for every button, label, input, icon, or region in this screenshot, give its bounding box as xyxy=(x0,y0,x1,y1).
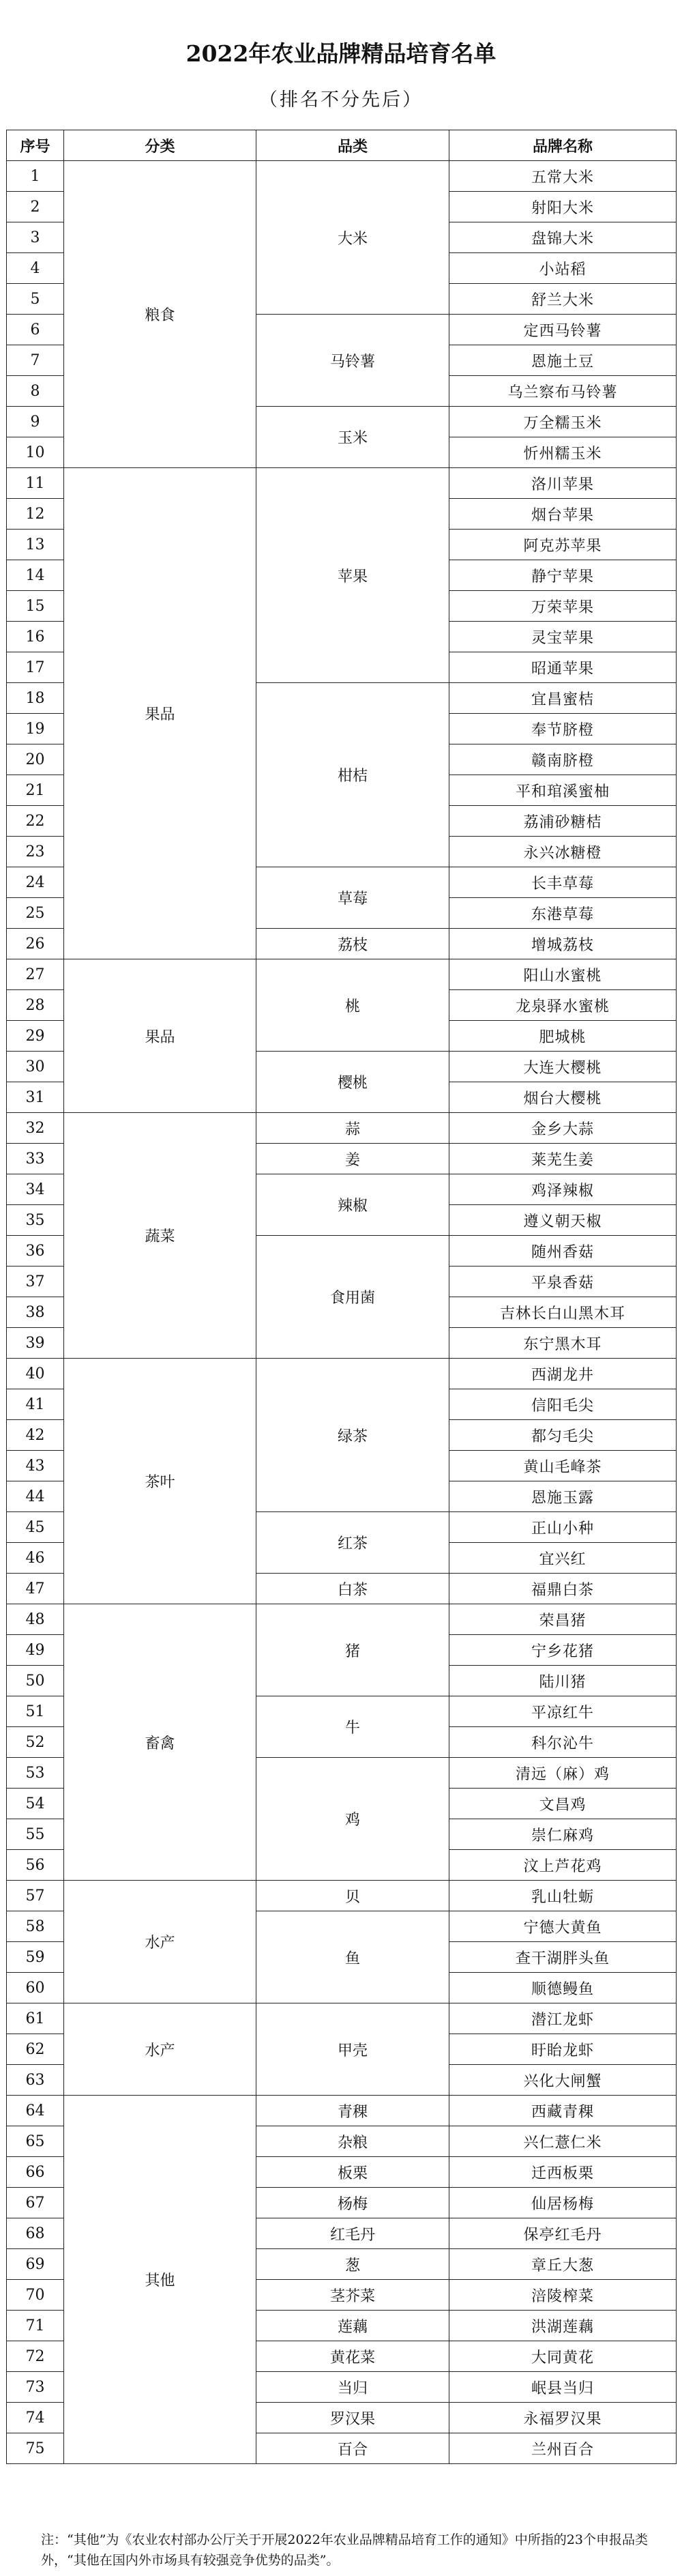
row-number: 48 xyxy=(7,1604,64,1635)
row-number: 54 xyxy=(7,1789,64,1819)
category-cell: 水产 xyxy=(64,2003,256,2096)
brand-name-cell: 崇仁麻鸡 xyxy=(449,1819,677,1850)
row-number: 59 xyxy=(7,1942,64,1973)
category-cell: 其他 xyxy=(64,2096,256,2464)
row-number: 5 xyxy=(7,284,64,315)
brand-name-cell: 汶上芦花鸡 xyxy=(449,1850,677,1881)
row-number: 41 xyxy=(7,1389,64,1420)
brand-name-cell: 福鼎白茶 xyxy=(449,1574,677,1604)
pinlei-cell: 牛 xyxy=(256,1696,449,1758)
brand-name-cell: 顺德鳗鱼 xyxy=(449,1973,677,2003)
brand-name-cell: 五常大米 xyxy=(449,161,677,192)
table-header-row xyxy=(7,130,677,161)
category-cell: 畜禽 xyxy=(64,1604,256,1881)
brand-name-cell: 黄山毛峰茶 xyxy=(449,1451,677,1481)
brand-name-cell: 保亭红毛丹 xyxy=(449,2218,677,2249)
row-number: 43 xyxy=(7,1451,64,1481)
pinlei-cell: 鸡 xyxy=(256,1758,449,1881)
brand-name-cell: 永兴冰糖橙 xyxy=(449,837,677,867)
brand-name-cell: 肥城桃 xyxy=(449,1021,677,1052)
brand-name-cell: 舒兰大米 xyxy=(449,284,677,315)
pinlei-cell: 红毛丹 xyxy=(256,2218,449,2249)
brand-name-cell: 乌兰察布马铃薯 xyxy=(449,376,677,407)
brand-name-cell: 迁西板栗 xyxy=(449,2157,677,2188)
brand-name-cell: 洪湖莲藕 xyxy=(449,2311,677,2341)
row-number: 35 xyxy=(7,1205,64,1236)
pinlei-cell: 辣椒 xyxy=(256,1174,449,1236)
row-number: 61 xyxy=(7,2003,64,2034)
brand-name-cell: 万全糯玉米 xyxy=(449,407,677,437)
row-number: 17 xyxy=(7,652,64,683)
table-row xyxy=(7,1881,677,1911)
row-number: 4 xyxy=(7,253,64,284)
table-row xyxy=(7,468,677,499)
brand-name-cell: 烟台大樱桃 xyxy=(449,1082,677,1113)
pinlei-cell: 蒜 xyxy=(256,1113,449,1144)
row-number: 72 xyxy=(7,2341,64,2372)
brand-name-cell: 长丰草莓 xyxy=(449,867,677,898)
brand-name-cell: 乳山牡蛎 xyxy=(449,1881,677,1911)
row-number: 73 xyxy=(7,2372,64,2403)
row-number: 62 xyxy=(7,2034,64,2065)
row-number: 50 xyxy=(7,1666,64,1696)
brand-name-cell: 正山小种 xyxy=(449,1512,677,1543)
category-cell: 果品 xyxy=(64,468,256,959)
table-row xyxy=(7,1113,677,1144)
table-row xyxy=(7,2096,677,2126)
row-number: 46 xyxy=(7,1543,64,1574)
pinlei-cell: 白茶 xyxy=(256,1574,449,1604)
brand-name-cell: 烟台苹果 xyxy=(449,499,677,530)
row-number: 28 xyxy=(7,990,64,1021)
row-number: 30 xyxy=(7,1052,64,1082)
row-number: 2 xyxy=(7,192,64,222)
brand-name-cell: 宜兴红 xyxy=(449,1543,677,1574)
brand-name-cell: 阿克苏苹果 xyxy=(449,530,677,560)
brand-table xyxy=(6,130,677,2464)
header-pinlei: 品类 xyxy=(256,130,449,161)
brand-name-cell: 清远（麻）鸡 xyxy=(449,1758,677,1789)
row-number: 10 xyxy=(7,437,64,468)
row-number: 19 xyxy=(7,714,64,744)
table-row xyxy=(7,2003,677,2034)
pinlei-cell: 当归 xyxy=(256,2372,449,2403)
row-number: 37 xyxy=(7,1267,64,1297)
row-number: 66 xyxy=(7,2157,64,2188)
row-number: 39 xyxy=(7,1328,64,1359)
row-number: 68 xyxy=(7,2218,64,2249)
brand-name-cell: 恩施玉露 xyxy=(449,1481,677,1512)
category-cell: 粮食 xyxy=(64,161,256,468)
row-number: 12 xyxy=(7,499,64,530)
row-number: 7 xyxy=(7,345,64,376)
row-number: 1 xyxy=(7,161,64,192)
brand-name-cell: 盱眙龙虾 xyxy=(449,2034,677,2065)
pinlei-cell: 板栗 xyxy=(256,2157,449,2188)
table-body xyxy=(7,161,677,2464)
row-number: 58 xyxy=(7,1911,64,1942)
pinlei-cell: 樱桃 xyxy=(256,1052,449,1113)
brand-name-cell: 陆川猪 xyxy=(449,1666,677,1696)
brand-name-cell: 西藏青稞 xyxy=(449,2096,677,2126)
row-number: 31 xyxy=(7,1082,64,1113)
table-row xyxy=(7,1604,677,1635)
brand-name-cell: 大同黄花 xyxy=(449,2341,677,2372)
row-number: 8 xyxy=(7,376,64,407)
row-number: 26 xyxy=(7,929,64,959)
row-number: 55 xyxy=(7,1819,64,1850)
brand-name-cell: 兰州百合 xyxy=(449,2433,677,2464)
row-number: 40 xyxy=(7,1359,64,1389)
footnote: 注：“其他”为《农业农村部办公厅关于开展2022年农业品牌精品培育工作的通知》中所指的23个申报品类外，“其他在国内外市场具有较强竞争优势的品类”。 xyxy=(41,2532,648,2568)
brand-name-cell: 万荣苹果 xyxy=(449,591,677,622)
brand-name-cell: 东宁黑木耳 xyxy=(449,1328,677,1359)
row-number: 64 xyxy=(7,2096,64,2126)
pinlei-cell: 茎芥菜 xyxy=(256,2280,449,2311)
brand-name-cell: 昭通苹果 xyxy=(449,652,677,683)
pinlei-cell: 杂粮 xyxy=(256,2126,449,2157)
row-number: 25 xyxy=(7,898,64,929)
brand-name-cell: 恩施土豆 xyxy=(449,345,677,376)
header-index: 序号 xyxy=(7,130,64,161)
pinlei-cell: 红茶 xyxy=(256,1512,449,1574)
pinlei-cell: 甲壳 xyxy=(256,2003,449,2096)
row-number: 45 xyxy=(7,1512,64,1543)
row-number: 49 xyxy=(7,1635,64,1666)
row-number: 44 xyxy=(7,1481,64,1512)
row-number: 15 xyxy=(7,591,64,622)
brand-name-cell: 西湖龙井 xyxy=(449,1359,677,1389)
row-number: 16 xyxy=(7,622,64,652)
row-number: 53 xyxy=(7,1758,64,1789)
pinlei-cell: 桃 xyxy=(256,959,449,1052)
brand-name-cell: 盘锦大米 xyxy=(449,222,677,253)
brand-name-cell: 查干湖胖头鱼 xyxy=(449,1942,677,1973)
brand-name-cell: 莱芜生姜 xyxy=(449,1144,677,1174)
row-number: 51 xyxy=(7,1696,64,1727)
brand-name-cell: 洛川苹果 xyxy=(449,468,677,499)
brand-name-cell: 平和琯溪蜜柚 xyxy=(449,775,677,806)
row-number: 13 xyxy=(7,530,64,560)
brand-name-cell: 宁乡花猪 xyxy=(449,1635,677,1666)
pinlei-cell: 荔枝 xyxy=(256,929,449,959)
row-number: 34 xyxy=(7,1174,64,1205)
pinlei-cell: 姜 xyxy=(256,1144,449,1174)
brand-name-cell: 金乡大蒜 xyxy=(449,1113,677,1144)
row-number: 38 xyxy=(7,1297,64,1328)
row-number: 9 xyxy=(7,407,64,437)
brand-name-cell: 都匀毛尖 xyxy=(449,1420,677,1451)
pinlei-cell: 食用菌 xyxy=(256,1236,449,1359)
pinlei-cell: 马铃薯 xyxy=(256,315,449,407)
brand-name-cell: 遵义朝天椒 xyxy=(449,1205,677,1236)
brand-name-cell: 东港草莓 xyxy=(449,898,677,929)
category-cell: 茶叶 xyxy=(64,1359,256,1604)
header-brand-name: 品牌名称 xyxy=(449,130,677,161)
brand-name-cell: 涪陵榨菜 xyxy=(449,2280,677,2311)
row-number: 63 xyxy=(7,2065,64,2096)
row-number: 47 xyxy=(7,1574,64,1604)
row-number: 60 xyxy=(7,1973,64,2003)
document-subtitle: （排名不分先后） xyxy=(259,89,423,111)
row-number: 11 xyxy=(7,468,64,499)
pinlei-cell: 柑桔 xyxy=(256,683,449,867)
pinlei-cell: 杨梅 xyxy=(256,2188,449,2218)
row-number: 75 xyxy=(7,2433,64,2464)
brand-name-cell: 阳山水蜜桃 xyxy=(449,959,677,990)
brand-name-cell: 小站稻 xyxy=(449,253,677,284)
document-title: 2022年农业品牌精品培育名单 xyxy=(186,40,496,67)
row-number: 23 xyxy=(7,837,64,867)
row-number: 20 xyxy=(7,744,64,775)
brand-name-cell: 定西马铃薯 xyxy=(449,315,677,345)
brand-name-cell: 赣南脐橙 xyxy=(449,744,677,775)
row-number: 27 xyxy=(7,959,64,990)
category-cell: 水产 xyxy=(64,1881,256,2003)
row-number: 36 xyxy=(7,1236,64,1267)
table-row xyxy=(7,1359,677,1389)
row-number: 22 xyxy=(7,806,64,837)
brand-name-cell: 章丘大葱 xyxy=(449,2249,677,2280)
brand-name-cell: 射阳大米 xyxy=(449,192,677,222)
pinlei-cell: 百合 xyxy=(256,2433,449,2464)
brand-name-cell: 忻州糯玉米 xyxy=(449,437,677,468)
brand-name-cell: 龙泉驿水蜜桃 xyxy=(449,990,677,1021)
pinlei-cell: 青稞 xyxy=(256,2096,449,2126)
pinlei-cell: 黄花菜 xyxy=(256,2341,449,2372)
brand-name-cell: 荔浦砂糖桔 xyxy=(449,806,677,837)
row-number: 56 xyxy=(7,1850,64,1881)
brand-name-cell: 潜江龙虾 xyxy=(449,2003,677,2034)
brand-name-cell: 静宁苹果 xyxy=(449,560,677,591)
brand-name-cell: 文昌鸡 xyxy=(449,1789,677,1819)
brand-name-cell: 仙居杨梅 xyxy=(449,2188,677,2218)
brand-name-cell: 信阳毛尖 xyxy=(449,1389,677,1420)
row-number: 6 xyxy=(7,315,64,345)
brand-name-cell: 荣昌猪 xyxy=(449,1604,677,1635)
brand-name-cell: 科尔沁牛 xyxy=(449,1727,677,1758)
category-cell: 果品 xyxy=(64,959,256,1113)
pinlei-cell: 贝 xyxy=(256,1881,449,1911)
row-number: 18 xyxy=(7,683,64,714)
row-number: 74 xyxy=(7,2403,64,2433)
table-row xyxy=(7,959,677,990)
row-number: 71 xyxy=(7,2311,64,2341)
brand-name-cell: 平凉红牛 xyxy=(449,1696,677,1727)
row-number: 32 xyxy=(7,1113,64,1144)
pinlei-cell: 大米 xyxy=(256,161,449,315)
row-number: 67 xyxy=(7,2188,64,2218)
row-number: 14 xyxy=(7,560,64,591)
brand-name-cell: 岷县当归 xyxy=(449,2372,677,2403)
brand-name-cell: 增城荔枝 xyxy=(449,929,677,959)
brand-name-cell: 平泉香菇 xyxy=(449,1267,677,1297)
brand-name-cell: 大连大樱桃 xyxy=(449,1052,677,1082)
brand-name-cell: 奉节脐橙 xyxy=(449,714,677,744)
brand-name-cell: 灵宝苹果 xyxy=(449,622,677,652)
brand-name-cell: 吉林长白山黑木耳 xyxy=(449,1297,677,1328)
pinlei-cell: 草莓 xyxy=(256,867,449,929)
pinlei-cell: 罗汉果 xyxy=(256,2403,449,2433)
row-number: 3 xyxy=(7,222,64,253)
pinlei-cell: 猪 xyxy=(256,1604,449,1696)
category-cell: 蔬菜 xyxy=(64,1113,256,1359)
pinlei-cell: 绿茶 xyxy=(256,1359,449,1512)
pinlei-cell: 莲藕 xyxy=(256,2311,449,2341)
row-number: 42 xyxy=(7,1420,64,1451)
row-number: 57 xyxy=(7,1881,64,1911)
pinlei-cell: 鱼 xyxy=(256,1911,449,2003)
row-number: 65 xyxy=(7,2126,64,2157)
header-category: 分类 xyxy=(64,130,256,161)
table-row xyxy=(7,161,677,192)
brand-name-cell: 宜昌蜜桔 xyxy=(449,683,677,714)
brand-name-cell: 随州香菇 xyxy=(449,1236,677,1267)
pinlei-cell: 葱 xyxy=(256,2249,449,2280)
pinlei-cell: 苹果 xyxy=(256,468,449,683)
row-number: 70 xyxy=(7,2280,64,2311)
brand-name-cell: 兴仁薏仁米 xyxy=(449,2126,677,2157)
row-number: 52 xyxy=(7,1727,64,1758)
row-number: 24 xyxy=(7,867,64,898)
brand-name-cell: 兴化大闸蟹 xyxy=(449,2065,677,2096)
row-number: 33 xyxy=(7,1144,64,1174)
brand-name-cell: 永福罗汉果 xyxy=(449,2403,677,2433)
brand-name-cell: 鸡泽辣椒 xyxy=(449,1174,677,1205)
row-number: 29 xyxy=(7,1021,64,1052)
brand-name-cell: 宁德大黄鱼 xyxy=(449,1911,677,1942)
row-number: 69 xyxy=(7,2249,64,2280)
pinlei-cell: 玉米 xyxy=(256,407,449,468)
row-number: 21 xyxy=(7,775,64,806)
